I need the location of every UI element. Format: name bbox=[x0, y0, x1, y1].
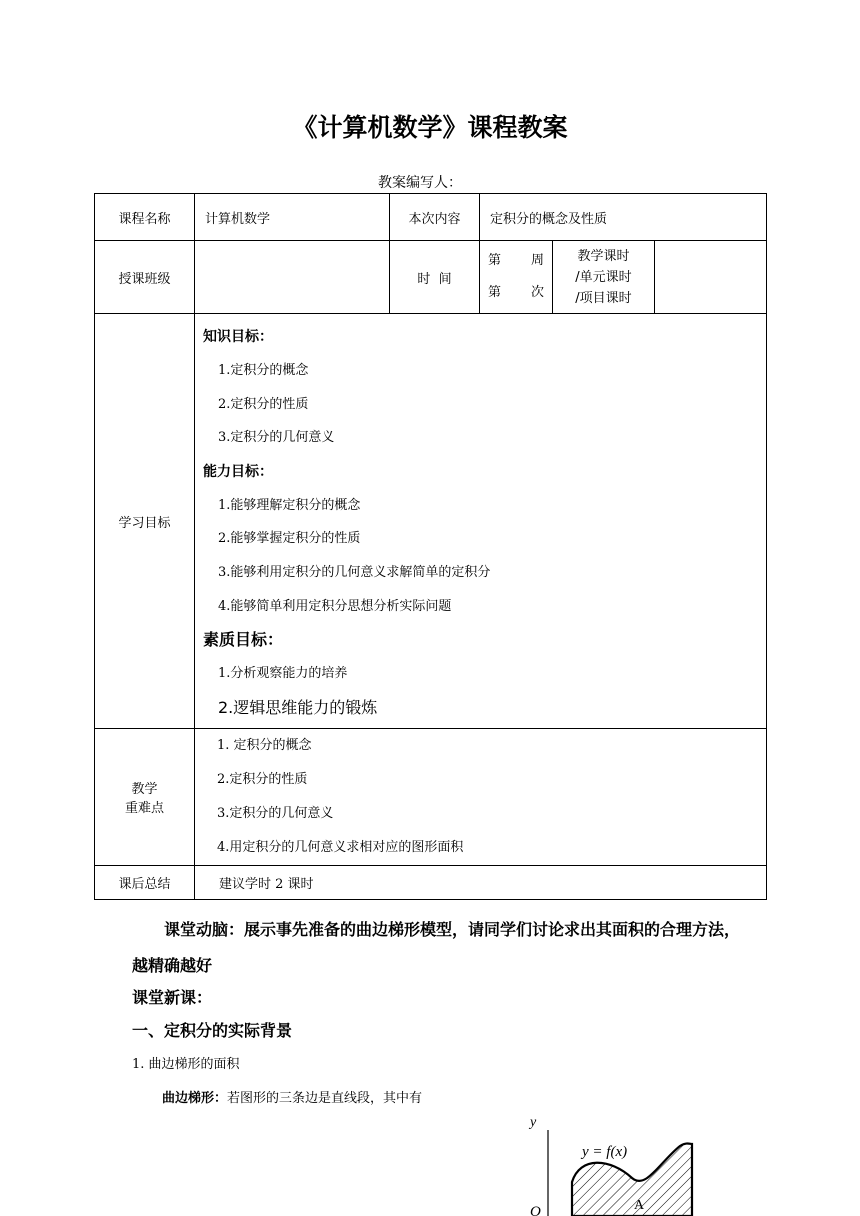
week-prefix: 第 bbox=[488, 253, 502, 268]
hours-line-2: /单元课时 bbox=[575, 269, 632, 285]
ability-item: 4.能够简单利用定积分思想分析实际问题 bbox=[218, 598, 452, 614]
week-row bbox=[488, 245, 544, 277]
quality-item: 2.逻辑思维能力的锻炼 bbox=[218, 697, 378, 717]
time-label: 时 间 bbox=[390, 241, 480, 314]
document-title: 《计算机数学》课程教案 bbox=[292, 113, 568, 142]
definition-line bbox=[162, 1087, 422, 1106]
definition-text: 若图形的三条边是直线段，其中有 bbox=[227, 1091, 423, 1106]
row-course bbox=[95, 194, 767, 241]
definition-term: 曲边梯形： bbox=[162, 1091, 228, 1106]
area-label: A bbox=[634, 1198, 645, 1213]
goals-label: 学习目标 bbox=[95, 314, 195, 729]
week-times-cell bbox=[480, 241, 553, 314]
ability-item: 1.能够理解定积分的概念 bbox=[218, 497, 361, 513]
key-label-line-1: 教学 bbox=[131, 782, 158, 798]
hours-line-1: 教学课时 bbox=[577, 248, 630, 264]
ability-item: 2.能够掌握定积分的性质 bbox=[218, 531, 361, 547]
section-heading: 一、定积分的实际背景 bbox=[132, 1021, 293, 1040]
lesson-plan-table bbox=[94, 193, 767, 900]
intro-paragraph: 课堂动脑：展示事先准备的曲边梯形模型，请同学们讨论求出其面积的合理方法，越精确越好 bbox=[132, 920, 741, 975]
y-axis-label: y bbox=[530, 1115, 537, 1130]
key-point-item: 4.用定积分的几何意义求相对应的图形面积 bbox=[217, 840, 464, 856]
course-name-value: 计算机数学 bbox=[195, 194, 390, 241]
times-suffix: 次 bbox=[530, 285, 544, 300]
class-value bbox=[195, 241, 390, 314]
summary-value: 建议学时 2 课时 bbox=[195, 866, 767, 900]
week-suffix: 周 bbox=[530, 253, 544, 268]
course-name-label: 课程名称 bbox=[95, 194, 195, 241]
hours-line-3: /项目课时 bbox=[575, 290, 632, 306]
key-label-line-2: 重难点 bbox=[124, 801, 164, 817]
row-class bbox=[95, 241, 767, 314]
quality-heading: 素质目标： bbox=[203, 630, 284, 650]
row-goals bbox=[95, 314, 767, 729]
origin-label: O bbox=[530, 1204, 541, 1216]
ability-item: 3.能够利用定积分的几何意义求解简单的定积分 bbox=[218, 564, 491, 580]
row-summary bbox=[95, 866, 767, 900]
author-label: 教案编写人： bbox=[378, 175, 462, 191]
summary-label: 课后总结 bbox=[95, 866, 195, 900]
goals-content bbox=[195, 314, 767, 729]
content-label: 本次内容 bbox=[390, 194, 480, 241]
content-value: 定积分的概念及性质 bbox=[480, 194, 767, 241]
row-key-points bbox=[95, 729, 767, 866]
hours-label bbox=[553, 241, 655, 314]
key-point-item: 3.定积分的几何意义 bbox=[217, 806, 334, 822]
knowledge-item: 1.定积分的概念 bbox=[218, 363, 309, 378]
key-point-item: 1. 定积分的概念 bbox=[217, 738, 312, 754]
class-label: 授课班级 bbox=[95, 241, 195, 314]
key-points-content bbox=[195, 729, 767, 866]
key-point-item: 2.定积分的性质 bbox=[217, 772, 308, 788]
knowledge-item: 3.定积分的几何意义 bbox=[218, 430, 335, 446]
ability-heading: 能力目标： bbox=[203, 463, 273, 480]
key-points-label bbox=[95, 729, 195, 866]
knowledge-heading: 知识目标： bbox=[203, 329, 273, 345]
times-prefix: 第 bbox=[488, 285, 502, 300]
curve-label: y = f(x) bbox=[582, 1144, 628, 1160]
hours-value bbox=[655, 241, 767, 314]
times-row bbox=[488, 277, 544, 309]
quality-item: 1.分析观察能力的培养 bbox=[218, 666, 348, 682]
new-lesson-heading: 课堂新课： bbox=[132, 988, 213, 1007]
knowledge-item: 2.定积分的性质 bbox=[218, 396, 309, 412]
curved-trapezoid-figure bbox=[520, 1110, 740, 1216]
subsection-heading: 1. 曲边梯形的面积 bbox=[132, 1057, 240, 1072]
